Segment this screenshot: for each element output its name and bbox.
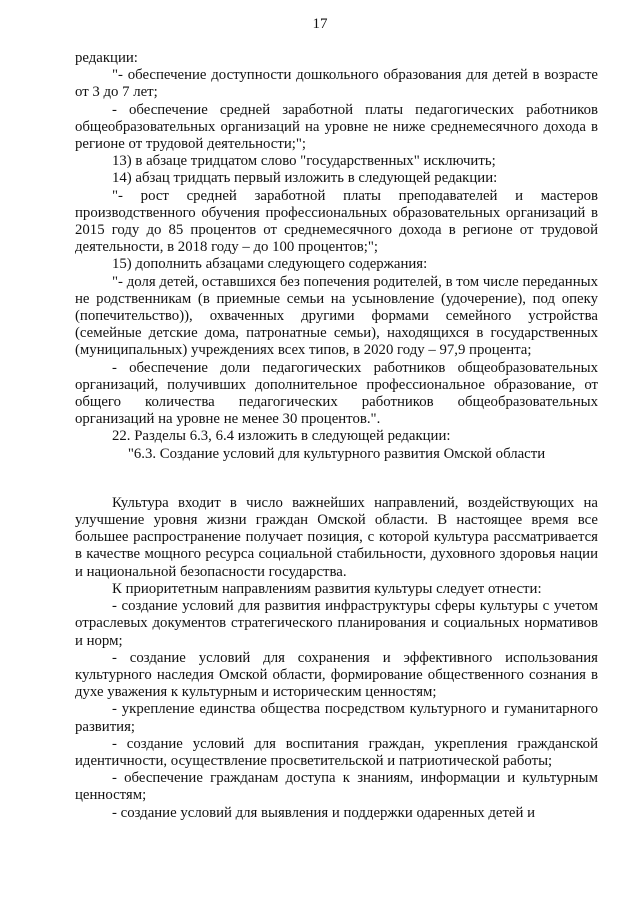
paragraph: 14) абзац тридцать первый изложить в следующей редакции: (112, 170, 498, 187)
spacer (75, 463, 598, 495)
paragraph: 22. Разделы 6.3, 6.4 изложить в следующей редакции: (112, 428, 451, 445)
section-heading: "6.3. Создание условий для культурного развития Омской области (127, 445, 546, 462)
paragraph: "- рост средней заработной платы преподавателей и мастеров производственного обучения профессиональных образовательных организаций в 2015 году до 85 процентов от среднемесячного дохода в регионе от трудовой деятельности, в 2018 году – до 100 процентов;"; (75, 187, 598, 256)
paragraph: Культура входит в число важнейших направлений, воздействующих на улучшение уровня жизни граждан Омской области. В настоящее время все большее распространение получает позиция, с которой культура рассматривается в качестве мощного ресурса социальной стабильности, духовного здоровья нации и национальной безопасности государства. (75, 494, 598, 580)
paragraph: - укрепление единства общества посредством культурного и гуманитарного развития; (75, 701, 598, 735)
paragraph: - создание условий для развития инфраструктуры сферы культуры с учетом отраслевых документов стратегического планирования и социальных нормативов и норм; (75, 598, 598, 649)
paragraph: "- обеспечение доступности дошкольного образования для детей в возрасте от 3 до 7 лет; (75, 67, 598, 101)
paragraph: - обеспечение доли педагогических работников общеобразовательных организаций, получивших дополнительное профессиональное образование, от общего количества педагогических работников общеобразовательных организаций на уровне не менее 30 процентов.". (75, 359, 598, 428)
paragraph: - обеспечение средней заработной платы педагогических работников общеобразовательных организаций на уровне не ниже среднемесячного дохода в регионе от трудовой деятельности;"; (75, 101, 598, 153)
paragraph: - обеспечение гражданам доступа к знаниям, информации и культурным ценностям; (75, 770, 598, 804)
paragraph: "- доля детей, оставшихся без попечения родителей, в том числе переданных не родственникам (в приемные семьи на усыновление (удочерение), под опеку (попечительство)), охваченных другими формами семейного устройства (семейные детские дома, патронатные семьи), находящихся в государственных (муниципальных) учреждениях всех типов, в 2020 году – 97,9 процента; (75, 273, 598, 359)
document-body (75, 50, 598, 822)
paragraph: - создание условий для сохранения и эффективного использования культурного наследия Омской области, формирование общественного сознания в духе уважения к культурным и историческим ценностям; (75, 649, 598, 701)
paragraph: 13) в абзаце тридцатом слово "государственных" исключить; (112, 153, 496, 170)
paragraph: 15) дополнить абзацами следующего содержания: (112, 256, 428, 273)
paragraph: редакции: (75, 50, 138, 66)
paragraph-cut: - создание условий для выявления и поддержки одаренных детей и (112, 804, 536, 821)
page-number: 17 (312, 16, 328, 32)
paragraph: - создание условий для воспитания граждан, укрепления гражданской идентичности, осуществление просветительской и патриотической работы; (75, 735, 598, 769)
paragraph: К приоритетным направлениям развития культуры следует отнести: (112, 580, 542, 597)
